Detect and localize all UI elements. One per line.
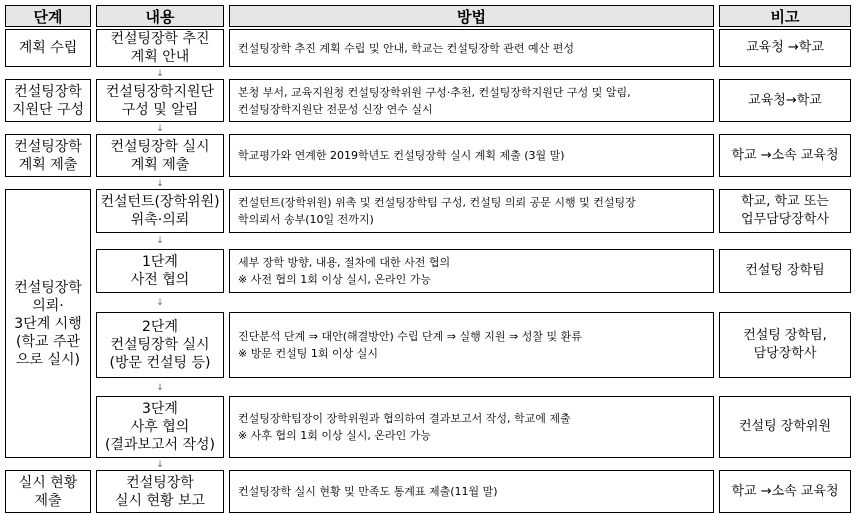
method-text: 진단분석 단계 ⇒ 대안(해결방안) 수립 단계 ⇒ 실행 지원 ⇒ 성찰 및 환류 ※ 방문 컨설팅 1회 이상 실시 [238, 330, 582, 360]
flow-arrow: ↓ [156, 179, 164, 189]
stage-cell [5, 29, 91, 67]
stage-cell [5, 470, 91, 513]
content-text: 컨설팅장학 실시 현황 보고 [114, 474, 206, 509]
note-cell [719, 79, 851, 122]
content-text: 컨설팅장학 추진 계획 안내 [110, 31, 210, 65]
flow-arrow: ↓ [156, 236, 164, 246]
content-text: 2단계 컨설팅장학 실시 (방문 컨설팅 등) [109, 319, 211, 371]
flow-arrow: ↓ [156, 298, 164, 308]
note-text: 교육청 →학교 [746, 40, 824, 55]
header-note-label: 비고 [770, 7, 800, 26]
note-cell [719, 312, 851, 378]
content-text: 1단계 사전 협의 [130, 254, 190, 288]
flow-arrow: ↓ [156, 460, 164, 470]
method-cell [229, 189, 714, 233]
note-text: 학교, 학교 또는 업무담당장학사 [741, 194, 829, 227]
note-cell [719, 470, 851, 513]
content-cell [96, 134, 224, 177]
header-stage-label: 단계 [33, 7, 63, 26]
note-text: 학교 →소속 교육청 [731, 147, 839, 163]
content-cell [96, 396, 224, 458]
group-stage-cell [5, 189, 91, 458]
flow-arrow: ↓ [156, 383, 164, 393]
method-cell [229, 29, 714, 67]
header-method-label: 방법 [457, 7, 486, 26]
method-text: 컨설팅장학팀장이 장학위원과 협의하여 결과보고서 작성, 학교에 제출 ※ 사후 협의 1회 이상 실시, 온라인 가능 [238, 412, 571, 442]
content-text: 컨설팅장학 실시 계획 제출 [110, 138, 210, 173]
content-cell [96, 470, 224, 513]
note-cell [719, 189, 851, 233]
stage-text: 컨설팅장학 의뢰· 3단계 시행 (학교 주관 으로 실시) [14, 279, 82, 368]
content-cell [96, 249, 224, 293]
stage-text: 컨설팅장학 지원단 구성 [11, 83, 85, 118]
header-note [719, 5, 851, 27]
stage-text: 컨설팅장학 계획 제출 [14, 138, 82, 173]
content-text: 컨설팅장학지원단 구성 및 알림 [105, 83, 215, 118]
note-text: 학교 →소속 교육청 [731, 483, 839, 499]
content-cell [96, 29, 224, 67]
flow-arrow: ↓ [156, 124, 164, 134]
content-cell [96, 312, 224, 378]
header-content [96, 5, 224, 27]
note-cell [719, 249, 851, 293]
method-cell [229, 134, 714, 177]
note-cell [719, 134, 851, 177]
header-content-label: 내용 [145, 7, 175, 26]
content-cell [96, 189, 224, 233]
stage-text: 계획 수립 [18, 40, 78, 56]
flow-arrow: ↓ [156, 69, 164, 79]
header-method [229, 5, 714, 27]
method-text: 학교평가와 연계한 2019학년도 컨설팅장학 실시 계획 제출 (3월 말) [238, 149, 565, 162]
method-cell [229, 396, 714, 458]
method-cell [229, 312, 714, 378]
method-cell [229, 79, 714, 122]
method-text: 세부 장학 방향, 내용, 절차에 대한 사전 협의 ※ 사전 협의 1회 이상 실시, 온라인 가능 [238, 256, 451, 286]
method-cell [229, 249, 714, 293]
header-stage [5, 5, 91, 27]
note-text: 컨설팅 장학팀, 담당장학사 [743, 328, 827, 361]
method-text: 컨설턴트(장학위원) 위촉 및 컨설팅장학팀 구성, 컨설팅 의뢰 공문 시행 및 컨설팅장 학의뢰서 송부(10일 전까지) [238, 196, 636, 226]
note-text: 컨설팅 장학팀 [745, 263, 825, 278]
stage-cell [5, 79, 91, 122]
method-text: 컨설팅장학 추진 계획 수립 및 안내, 학교는 컨설팅장학 관련 예산 편성 [238, 41, 574, 55]
stage-cell [5, 134, 91, 177]
content-text: 3단계 사후 협의 (결과보고서 작성) [104, 401, 216, 453]
method-text: 컨설팅장학 실시 현황 및 만족도 통계표 제출(11월 말) [238, 485, 498, 498]
note-cell [719, 29, 851, 67]
note-text: 교육청→학교 [748, 92, 822, 108]
content-cell [96, 79, 224, 122]
method-text: 본청 부서, 교육지원청 컨설팅장학위원 구성·추천, 컨설팅장학지원단 구성 및 알림, 컨설팅장학지원단 전문성 신장 연수 실시 [238, 85, 631, 116]
stage-text: 실시 현황 제출 [18, 474, 78, 509]
method-cell [229, 470, 714, 513]
note-cell [719, 396, 851, 458]
note-text: 컨설팅 장학위원 [738, 419, 832, 434]
content-text: 컨설턴트(장학위원) 위촉·의뢰 [100, 194, 220, 228]
